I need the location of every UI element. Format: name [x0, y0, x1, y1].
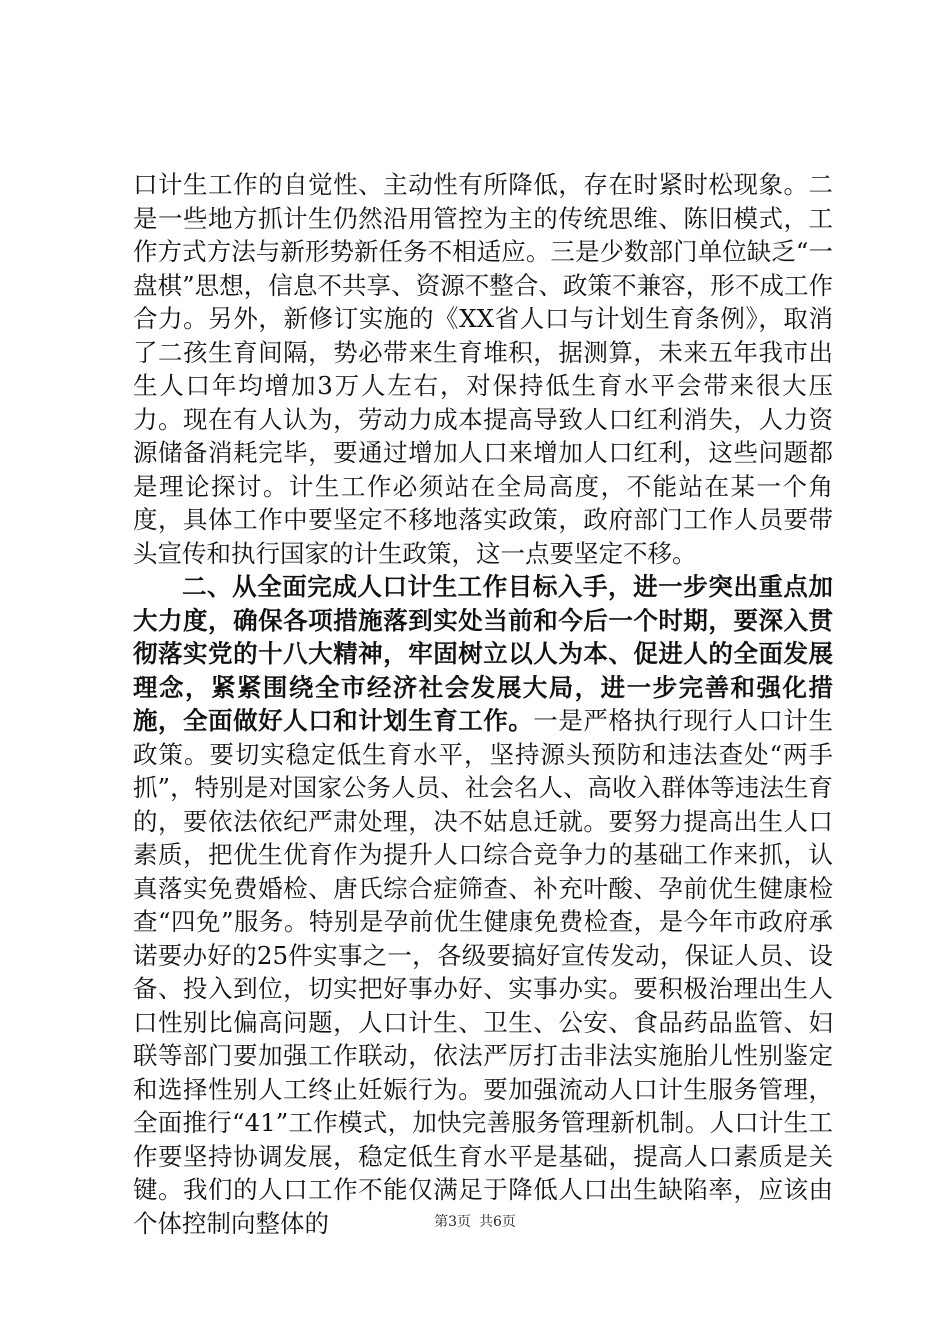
section-2-body: 一是严格执行现行人口计生政策。要切实稳定低生育水平，坚持源头预防和违法查处“两手抓”，特别是对国家公务人员、社会名人、高收入群体等违法生育的，要依法依纪严肃处理，决不姑息迁就。要努力提高出生人口素质，把优生优育作为提升人口综合竞争力的基础工作来抓，认真落实免费婚检、唐氏综合症筛查、补充叶酸、孕前优生健康检查“四免”服务。特别是孕前优生健康免费检查，是今年市政府承诺要办好的25件实事之一，各级要搞好宣传发动，保证人员、设备、投入到位，切实把好事办好、实事办实。要积极治理出生人口性别比偏高问题，人口计生、卫生、公安、食品药品监管、妇联等部门要加强工作联动，依法严厉打击非法实施胎儿性别鉴定和选择性别人工终止妊娠行为。要加强流动人口计生服务管理，全面推行“41”工作模式，加快完善服务管理新机制。人口计生工作要坚持协调发展，稳定低生育水平是基础，提高人口素质是关键。我们的人口工作不能仅满足于降低人口出生缺陷率，应该由个体控制向整体的: [133, 706, 833, 1238]
section-2-heading: 二、从全面完成人口计生工作目标入手，进一步突出重点加大力度，确保各项措施落到实处当前和今后一个时期，要深入贯彻落实党的十八大精神，牢固树立以人为本、促进人的全面发展理念，紧紧围绕全市经济社会发展大局，进一步完善和强化措施，全面做好人口和计划生育工作。: [133, 572, 833, 735]
page-total: 共6页: [479, 1214, 516, 1230]
page-footer: [0, 1212, 950, 1232]
page-number: 第3页: [434, 1214, 471, 1230]
paragraph-1: 口计生工作的自觉性、主动性有所降低，存在时紧时松现象。二是一些地方抓计生仍然沿用管控为主的传统思维、陈旧模式，工作方式方法与新形势新任务不相适应。三是少数部门单位缺乏“一盘棋”思想，信息不共享、资源不整合、政策不兼容，形不成工作合力。另外，新修订实施的《XX省人口与计划生育条例》，取消了二孩生育间隔，势必带来生育堆积，据测算，未来五年我市出生人口年均增加3万人左右，对保持低生育水平会带来很大压力。现在有人认为，劳动力成本提高导致人口红利消失，人力资源储备消耗完毕，要通过增加人口来增加人口红利，这些问题都是理论探讨。计生工作必须站在全局高度，不能站在某一个角度，具体工作中要坚定不移地落实政策，政府部门工作人员要带头宣传和执行国家的计生政策，这一点要坚定不移。: [133, 170, 833, 568]
document-body: [133, 168, 833, 1240]
paragraph-2: [133, 570, 833, 1240]
